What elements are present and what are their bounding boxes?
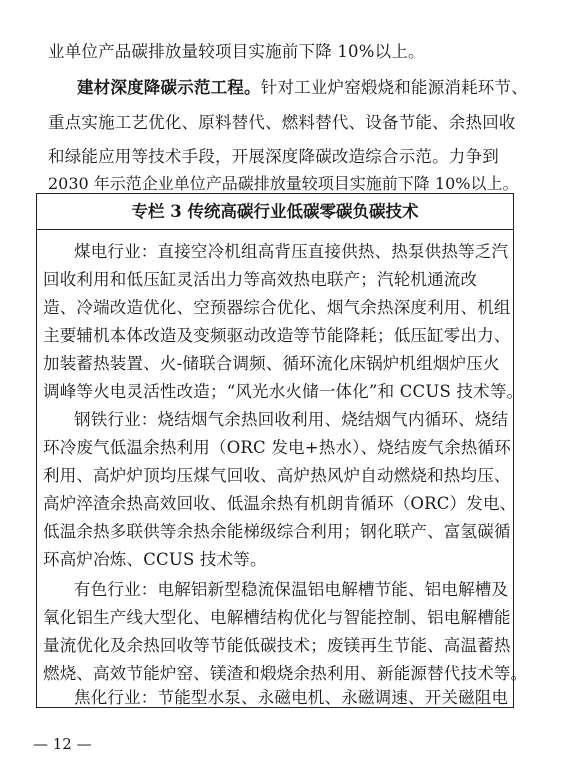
body-line-4: 2030 年示范企业单位产品碳排放量较项目实施前下降 10%以上。 (48, 174, 519, 193)
box-line: 利用、高炉炉顶均压煤气回收、高炉热风炉自动燃烧和热均压、 (43, 466, 511, 485)
body-line-1: 业单位产品碳排放量较项目实施前下降 10%以上。 (48, 42, 425, 61)
box-line: 环高炉冶炼、CCUS 技术等。 (43, 550, 267, 569)
paragraph-heading: 建材深度降碳示范工程。 (77, 78, 261, 97)
body-line-2: 重点实施工艺优化、原料替代、燃料替代、设备节能、余热回收 (48, 113, 516, 132)
box-line: 钢铁行业：烧结烟气余热回收利用、烧结烟气内循环、烧结 (74, 410, 509, 429)
box-line: 量流优化及余热回收等节能低碳技术；废镁再生节能、高温蓄热 (43, 636, 511, 655)
body-line-3: 和绿能应用等技术手段，开展深度降碳改造综合示范。力争到 (48, 147, 499, 166)
box-line: 调峰等火电灵活性改造；“风光水火储一体化”和 CCUS 技术等。 (43, 382, 524, 401)
paragraph-text: 针对工业炉窑煅烧和能源消耗环节、 (260, 78, 528, 97)
box-line: 高炉淬渣余热高效回收、低温余热有机朗肯循环（ORC）发电、 (43, 494, 517, 513)
sidebar-box (36, 193, 528, 708)
box-line: 环冷废气低温余热利用（ORC 发电+热水）、烧结废气余热循环 (43, 438, 511, 457)
box-line: 燃烧、高效节能炉窑、镁渣和煅烧余热利用、新能源替代技术等。 (43, 664, 528, 683)
box-line: 加装蓄热装置、火-储联合调频、循环流化床锅炉机组烟炉压火 (43, 354, 500, 373)
box-line: 煤电行业：直接空冷机组高背压直接供热、热泵供热等乏汽 (74, 242, 509, 261)
box-line: 低温余热多联供等余热余能梯级综合利用；钢化联产、富氢碳循 (43, 522, 511, 541)
box-line: 焦化行业：节能型水泵、永磁电机、永磁调速、开关磁阻电 (74, 688, 509, 707)
page-number: — 12 — (33, 735, 92, 753)
box-title-row (37, 194, 513, 230)
box-title: 专栏 3 传统高碳行业低碳零碳负碳技术 (131, 202, 419, 221)
box-line: 造、冷端改造优化、空预器综合优化、烟气余热深度利用、机组 (43, 298, 511, 317)
paragraph-building-materials (77, 76, 528, 100)
box-line: 主要辅机本体改造及变频驱动改造等节能降耗；低压缸零出力、 (43, 326, 511, 345)
box-line: 回收利用和低压缸灵活出力等高效热电联产；汽轮机通流改 (43, 270, 478, 289)
box-line: 氧化铝生产线大型化、电解槽结构优化与智能控制、铝电解槽能 (43, 608, 511, 627)
box-line: 有色行业：电解铝新型稳流保温铝电解槽节能、铝电解槽及 (74, 580, 509, 599)
